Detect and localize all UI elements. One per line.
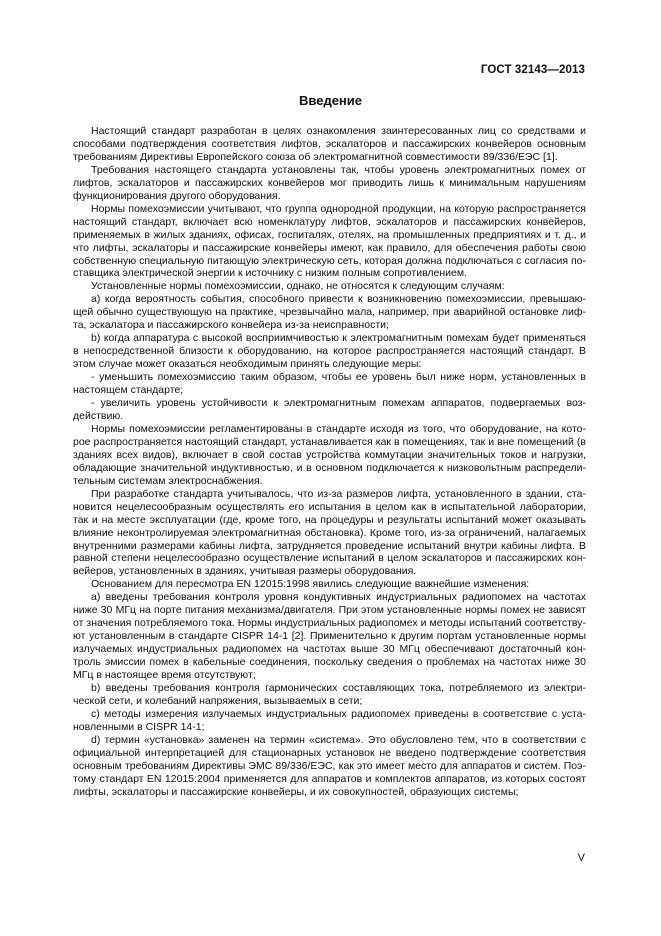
- body-text: [73, 125, 586, 799]
- paragraph-12: а) введены требования контроля уровня кондуктивных индустриальных радиопомех на частотах ниже 30 МГц на порте питания механизма/двигателя. При этом установленные нормы помех не зависят от значения потребляемого тока. Нормы индустриальных радиопомех и методы испытаний соответствуют установленным в стандарте CISPR 14-1 [2]. Применительно к другим портам установленные нормы излучаемых индустриальных радиопомех на частотах выше 30 МГц обеспечивают достаточный контроль эмиссии помех в кабельные соединения, поскольку сведения о проблемах на частотах ниже 30 МГц в настоящее время отсутствуют;: [73, 591, 586, 682]
- paragraph-11: Основанием для пересмотра EN 12015:1998 явились следующие важнейшие изменения:: [91, 578, 530, 591]
- document-code: ГОСТ 32143—2013: [480, 64, 585, 76]
- paragraph-13: b) введены требования контроля гармонических составляющих тока, потребляемого из электрической сети, и колебаний напряжения, вызываемых в сети;: [73, 681, 586, 707]
- paragraph-14: с) методы измерения излучаемых индустриальных радиопомех приведены в соответствие с установленными в CISPR 14-1;: [73, 707, 586, 733]
- paragraph-10: При разработке стандарта учитывалось, что из-за размеров лифта, установленного в здании, становится нецелесообразным осуществлять его испытания в целом как в испытательной лаборатории, так и на месте эксплуатации (где, кроме того, на процедуры и результаты испытаний может оказывать влияние неконтролируемая электромагнитная обстановка). Кроме того, из-за ограничений, налагаемых внутренними размерами кабины лифта, затрудняется проведение испытаний внутри кабины лифта. В равной степени нецелесообразно осуществление испытаний в целом эскалаторов и пассажирских конвейеров, установленных в зданиях, учитывая размеры оборудования.: [73, 487, 586, 578]
- paragraph-5: а) когда вероятность события, способного привести к возникновению помехоэмиссии, превышающей обычно существующую на практике, чрезвычайно мала, например, при аварийной остановке лифта, эскалатора и пассажирского конвейера из-за неисправности;: [73, 293, 586, 332]
- page-title: Введение: [299, 93, 362, 108]
- paragraph-2: Требования настоящего стандарта установлены так, чтобы уровень электромагнитных помех от лифтов, эскалаторов и пассажирских конвейеров мог приводить лишь к минимальным нарушениям функционирования другого оборудования.: [73, 163, 586, 202]
- page-number: V: [577, 852, 585, 864]
- paragraph-9: Нормы помехоэмиссии регламентированы в стандарте исходя из того, что оборудование, на которое распространяется настоящий стандарт, устанавливается как в помещениях, так и вне помещений (в зданиях всех видов), включает в свой состав устройства коммутации значительных токов и нагрузки, обладающие значительной индуктивностью, и в основном подключается к низковольтным распределительным системам электроснабжения.: [73, 422, 586, 487]
- paragraph-4: Установленные нормы помехоэмиссии, однако, не относятся к следующим случаям:: [91, 280, 505, 293]
- paragraph-15: d) термин «установка» заменен на термин «система». Это обусловлено тем, что в соответствии с официальной интерпретацией для стационарных установок не введено подтверждение соответствия основным требованиям Директивы ЭМС 89/336/ЕЭС, как это имеет место для аппаратов и систем. Поэтому стандарт EN 12015:2004 применяется для аппаратов и комплектов аппаратов, из которых состоят лифты, эскалаторы и пассажирские конвейеры, и их совокупностей, образующих системы;: [73, 733, 586, 798]
- paragraph-1: Настоящий стандарт разработан в целях ознакомления заинтересованных лиц со средствами и способами подтверждения соответствия лифтов, эскалаторов и пассажирских конвейеров основным требованиям Директивы Европейского союза об электромагнитной совместимости 89/336/ЕЭС [1].: [73, 125, 586, 163]
- paragraph-3: Нормы помехоэмиссии учитывают, что группа однородной продукции, на которую распространяется настоящий стандарт, включает всю номенклатуру лифтов, эскалаторов и пассажирских конвейеров, применяемых в жилых зданиях, офисах, госпиталях, отелях, на промышленных предприятиях и т. д., и что лифты, эскалаторы и пассажирские конвейеры имеют, как правило, для обеспечения работы свою собственную специальную питающую электрическую сеть, которая должна подключаться с согласия поставщика электрической энергии к источнику с низким полным сопротивлением.: [73, 202, 586, 280]
- paragraph-8: - увеличить уровень устойчивости к электромагнитным помехам аппаратов, подвергаемых воздействию.: [73, 397, 586, 422]
- paragraph-7: - уменьшить помехоэмиссию таким образом, чтобы ее уровень был ниже норм, установленных в настоящем стандарте;: [73, 371, 586, 397]
- paragraph-6: b) когда аппаратура с высокой восприимчивостью к электромагнитным помехам будет применяться в непосредственной близости к оборудованию, на которое распространяется настоящий стандарт. В этом случае может оказаться необходимым принять следующие меры:: [73, 332, 586, 371]
